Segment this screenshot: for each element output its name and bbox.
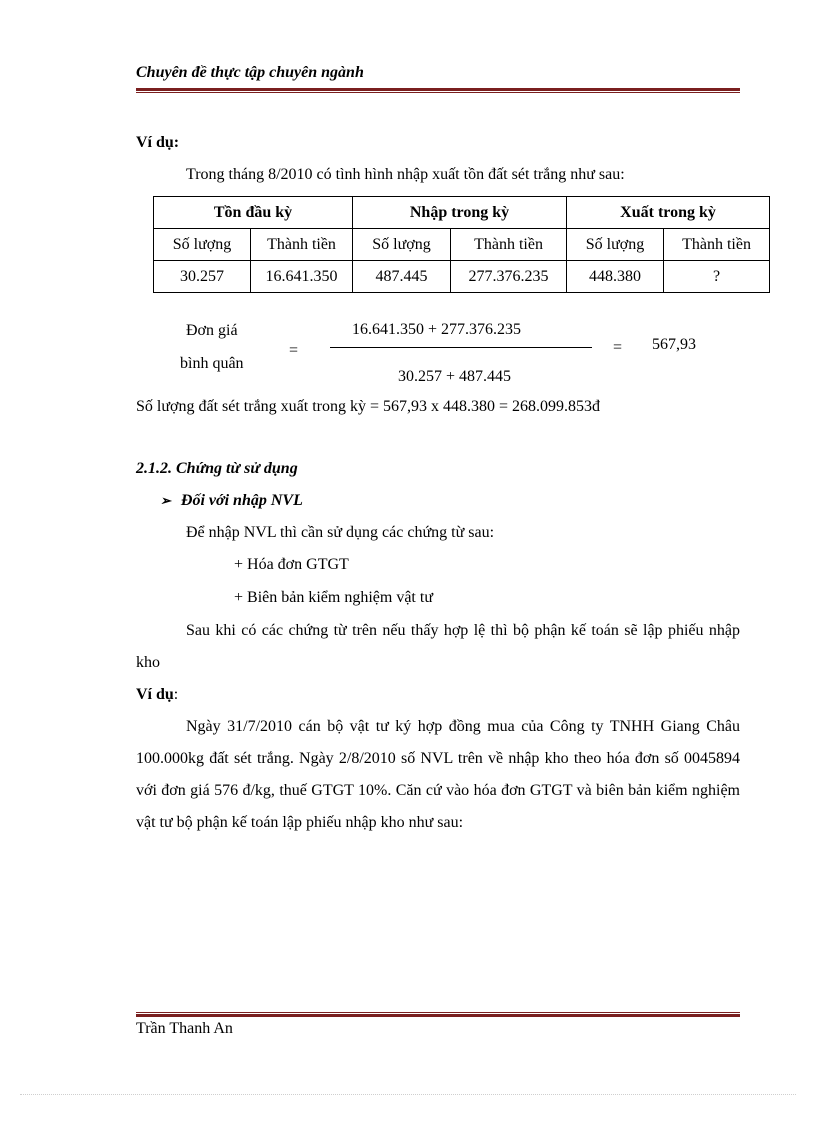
section-heading: 2.1.2. Chứng từ sử dụng [136, 460, 298, 477]
formula-equals-1: = [289, 342, 299, 359]
table-cell: 487.445 [353, 261, 451, 293]
example2-colon: : [173, 686, 179, 703]
bullet-item [160, 492, 303, 510]
formula-denominator: 30.257 + 487.445 [398, 368, 512, 385]
table-group-row [154, 197, 770, 229]
document-item: + Hóa đơn GTGT [234, 556, 349, 573]
footer-author: Trần Thanh An [136, 1020, 233, 1037]
group-issues: Xuất trong kỳ [567, 197, 770, 229]
group-opening-stock: Tồn đầu kỳ [154, 197, 353, 229]
stock-table [153, 196, 770, 293]
formula-numerator: 16.641.350 + 277.376.235 [352, 321, 522, 338]
arrow-bullet-icon: ➢ [160, 493, 171, 508]
table-cell: 448.380 [567, 261, 664, 293]
formula-equals-2: = [613, 339, 623, 356]
formula-result: 567,93 [652, 336, 696, 353]
table-cell: 30.257 [154, 261, 251, 293]
table-cell: 277.376.235 [451, 261, 567, 293]
table-row [154, 261, 770, 293]
formula-label-line2: bình quân [180, 355, 244, 372]
page-edge [20, 1094, 796, 1095]
subheader-cell: Thành tiền [251, 229, 353, 261]
example1-result-line: Số lượng đất sét trắng xuất trong kỳ = 567,93 x 448.380 = 268.099.853đ [136, 398, 601, 415]
example2-paragraph: Ngày 31/7/2010 cán bộ vật tư ký hợp đồng mua của Công ty TNHH Giang Châu 100.000kg đất sét trắng. Ngày 2/8/2010 số NVL trên về nhập kho theo hóa đơn số 0045894 với đơn giá 576 đ/kg, thuế GTGT 10%. Căn cứ vào hóa đơn GTGT và biên bản kiểm nghiệm vật tư bộ phận kế toán lập phiếu nhập kho như sau: [136, 718, 740, 831]
section-paragraph: Sau khi có các chứng từ trên nếu thấy hợp lệ thì bộ phận kế toán sẽ lập phiếu nhập kho [136, 622, 740, 671]
example1-intro: Trong tháng 8/2010 có tình hình nhập xuất tồn đất sét trắng như sau: [186, 166, 625, 183]
table-subheader-row [154, 229, 770, 261]
subheader-cell: Số lượng [353, 229, 451, 261]
subheader-cell: Số lượng [567, 229, 664, 261]
table-cell: 16.641.350 [251, 261, 353, 293]
group-receipts: Nhập trong kỳ [353, 197, 567, 229]
example2-label-wrap [136, 686, 178, 704]
footer-rule [136, 1012, 740, 1017]
fraction-line [330, 347, 592, 348]
subheader-cell: Thành tiền [451, 229, 567, 261]
formula-label-line1: Đơn giá [186, 322, 238, 339]
table-cell: ? [664, 261, 770, 293]
document-item: + Biên bản kiểm nghiệm vật tư [234, 589, 433, 606]
example2-label: Ví dụ [136, 686, 174, 703]
section-intro: Để nhập NVL thì cần sử dụng các chứng từ sau: [186, 524, 495, 541]
header-rule [136, 88, 740, 93]
example1-label: Ví dụ: [136, 134, 180, 151]
subheader-cell: Số lượng [154, 229, 251, 261]
header-title: Chuyên đề thực tập chuyên ngành [136, 64, 364, 81]
bullet-label: Đối với nhập NVL [180, 492, 303, 509]
subheader-cell: Thành tiền [664, 229, 770, 261]
